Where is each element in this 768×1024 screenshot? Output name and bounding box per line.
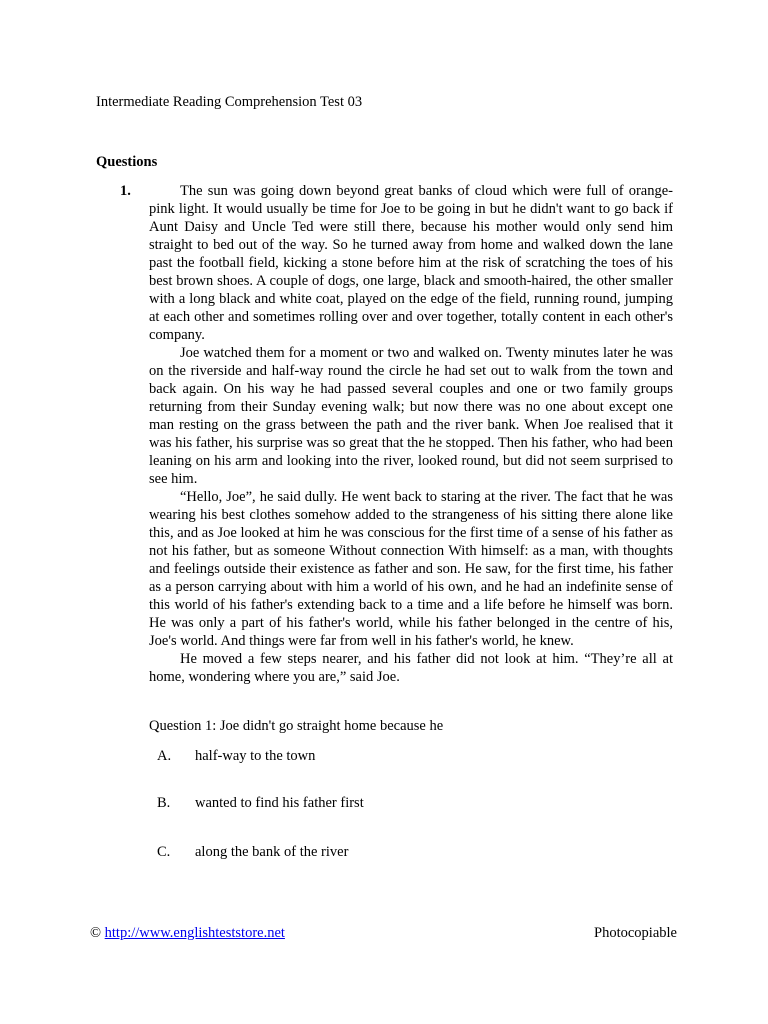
footer-copyright bbox=[90, 924, 285, 942]
reading-passage bbox=[149, 182, 673, 686]
option-letter: B. bbox=[157, 795, 171, 811]
website-link[interactable]: http://www.englishteststore.net bbox=[104, 925, 285, 941]
passage-paragraph: The sun was going down beyond great banks of cloud which were full of orange-pink light. It would usually be time for Joe to be going in but he didn't want to go back if Aunt Daisy and Uncle Ted were still there, because his mother would only send him straight to bed out of the way. So he turned away from home and walked down the lane past the football field, kicking a stone before him at the risk of scratching the toes of his best brown shoes. A couple of dogs, one large, black and smooth-haired, the other smaller with a long black and white coat, played on the edge of the field, running round, jumping at each other and sometimes rolling over and over together, totally content in each other's company. bbox=[149, 183, 673, 343]
footer-photocopiable: Photocopiable bbox=[594, 925, 677, 941]
option-text: wanted to find his father first bbox=[195, 795, 364, 811]
copyright-symbol: © bbox=[90, 925, 102, 941]
option-letter: A. bbox=[157, 748, 172, 764]
option-text: half-way to the town bbox=[195, 748, 316, 764]
passage-paragraph: Joe watched them for a moment or two and walked on. Twenty minutes later he was on the riverside and half-way round the circle he had set out to walk from the town and back again. On his way he had passed several couples and one or two family groups returning from their Sunday evening walk; but now there was no one about except one man resting on the grass between the path and the river bank. When Joe realised that it was his father, his surprise was so great that the he stopped. Then his father, who had been leaning on his arm and looking into the river, looked round, but did not seem surprised to see him. bbox=[149, 345, 673, 487]
passage-paragraph: “Hello, Joe”, he said dully. He went back to staring at the river. The fact that he was wearing his best clothes somehow added to the strangeness of his sitting there alone like this, and as Joe looked at him he was conscious for the first time of a sense of his father as not his father, but as someone Without connection With himself: as a man, with thoughts and feelings outside their existence as father and son. He saw, for the first time, his father as a person carrying about with him a world of his own, and he had an indefinite sense of this world of his father's extending back to a time and a life before he himself was born. He was only a part of his father's world, while his father belonged in the centre of his, Joe's world. And things were far from well in his father's world, he knew. bbox=[149, 489, 673, 649]
passage-number: 1. bbox=[120, 183, 131, 199]
answer-option-b bbox=[157, 794, 364, 812]
option-letter: C. bbox=[157, 844, 171, 860]
option-text: along the bank of the river bbox=[195, 844, 349, 860]
section-heading: Questions bbox=[96, 154, 158, 170]
answer-option-c bbox=[157, 843, 348, 861]
document-title: Intermediate Reading Comprehension Test 03 bbox=[96, 94, 363, 110]
question-text: Question 1: Joe didn't go straight home because he bbox=[149, 718, 444, 734]
passage-paragraph: He moved a few steps nearer, and his father did not look at him. “They’re all at home, wondering where you are,” said Joe. bbox=[149, 651, 673, 685]
answer-option-a bbox=[157, 747, 315, 765]
